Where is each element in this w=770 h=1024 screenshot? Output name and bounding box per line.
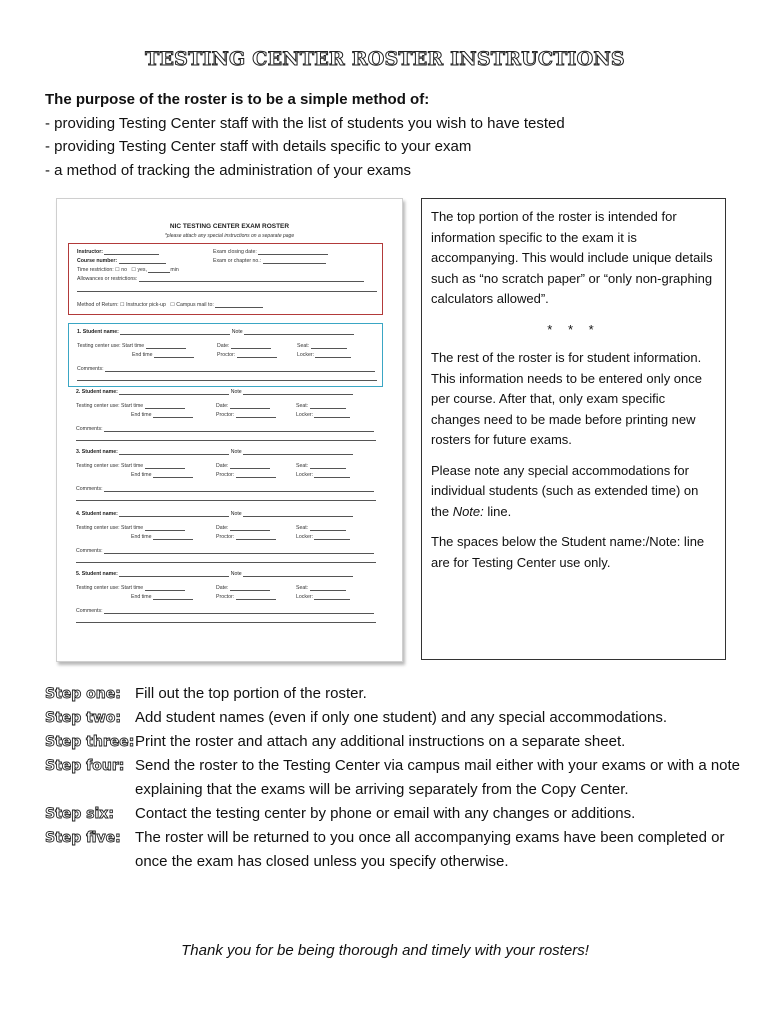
roster-student-block: 1. Student name: Note Testing center use: Start time End time Date: Proctor: Seat: Locker: Comments: bbox=[68, 323, 383, 387]
step-item bbox=[45, 730, 745, 754]
intro-lead: The purpose of the roster is to be a simple method of: bbox=[45, 91, 430, 108]
step-item bbox=[45, 706, 745, 730]
roster-allowances: Allowances or restrictions: bbox=[77, 276, 364, 282]
step-label: Step four: bbox=[45, 758, 125, 774]
roster-title: NIC TESTING CENTER EXAM ROSTER bbox=[169, 223, 290, 230]
side-paragraph: Please note any special accommodations for individual students (such as extended time) on the Note: line. bbox=[431, 462, 699, 519]
roster-allowances-line2 bbox=[77, 286, 377, 292]
step-text: The roster will be returned to you once all accompanying exams have been completed or once the exam has closed unless you specify otherwise. bbox=[135, 829, 725, 870]
step-item bbox=[45, 754, 745, 802]
step-item bbox=[45, 802, 745, 826]
roster-course-number: Course number: bbox=[77, 258, 166, 264]
side-paragraph: The rest of the roster is for student information. This information needs to be entered only once per course. After that, only exam specific changes need to be made before printing new rosters for future exams. bbox=[431, 350, 703, 447]
step-label: Step five: bbox=[45, 830, 121, 846]
step-label: Step two: bbox=[45, 710, 122, 726]
roster-explanation-box bbox=[421, 198, 726, 660]
roster-exam-closing: Exam closing date: bbox=[213, 249, 328, 255]
side-divider-stars: * * * bbox=[547, 321, 600, 337]
page-title: TESTING CENTER ROSTER INSTRUCTIONS bbox=[145, 48, 625, 70]
roster-student-block: 4. Student name: Note Testing center use: Start time End time Date: Proctor: Seat: Locker: Comments: bbox=[68, 509, 381, 569]
step-item bbox=[45, 826, 745, 874]
roster-exam-chapter: Exam or chapter no.: bbox=[213, 258, 326, 264]
closing-note: Thank you for be being thorough and timely with your rosters! bbox=[181, 942, 589, 959]
side-paragraph: The spaces below the Student name:/Note: line are for Testing Center use only. bbox=[431, 534, 705, 570]
roster-method-return: Method of Return: ☐ Instructor pick-up ☐ Campus mail to: bbox=[77, 302, 263, 308]
intro-bullet: - providing Testing Center staff with the list of students you wish to have tested bbox=[45, 114, 565, 132]
roster-exam-info-box bbox=[68, 243, 383, 315]
roster-instructor: Instructor: bbox=[77, 249, 159, 255]
step-text: Fill out the top portion of the roster. bbox=[135, 685, 367, 702]
step-text: Print the roster and attach any additional instructions on a separate sheet. bbox=[135, 733, 626, 750]
roster-subtitle: *please attach any special instructions on a separate page bbox=[164, 233, 295, 239]
step-text: Contact the testing center by phone or email with any changes or additions. bbox=[135, 805, 636, 822]
side-paragraph: The top portion of the roster is intended for information specific to the exam it is accompanying. This would include unique details such as “no scratch paper” or “only non-graphing calculators allowed”. bbox=[431, 209, 713, 306]
roster-student-block: 5. Student name: Note Testing center use: Start time End time Date: Proctor: Seat: Locker: Comments: bbox=[68, 569, 381, 629]
step-item bbox=[45, 682, 745, 706]
intro-bullet: - a method of tracking the administration of your exams bbox=[45, 161, 412, 179]
roster-student-block: 3. Student name: Note Testing center use: Start time End time Date: Proctor: Seat: Locker: Comments: bbox=[68, 447, 381, 507]
roster-time-restriction: Time restriction: ☐ no ☐ yes, min bbox=[77, 267, 179, 273]
step-label: Step one: bbox=[45, 686, 121, 702]
steps-list bbox=[45, 682, 745, 874]
step-text: Add student names (even if only one student) and any special accommodations. bbox=[135, 709, 667, 726]
step-text: Send the roster to the Testing Center via campus mail either with your exams or with a note explaining that the exams will be arriving separately from the Copy Center. bbox=[135, 757, 741, 798]
roster-student-block: 2. Student name: Note Testing center use: Start time End time Date: Proctor: Seat: Locker: Comments: bbox=[68, 387, 381, 447]
intro-bullet: - providing Testing Center staff with details specific to your exam bbox=[45, 138, 472, 155]
intro bbox=[45, 88, 735, 182]
step-label: Step three: bbox=[45, 734, 135, 750]
step-label: Step six: bbox=[45, 806, 114, 822]
roster-form-image bbox=[56, 198, 403, 662]
